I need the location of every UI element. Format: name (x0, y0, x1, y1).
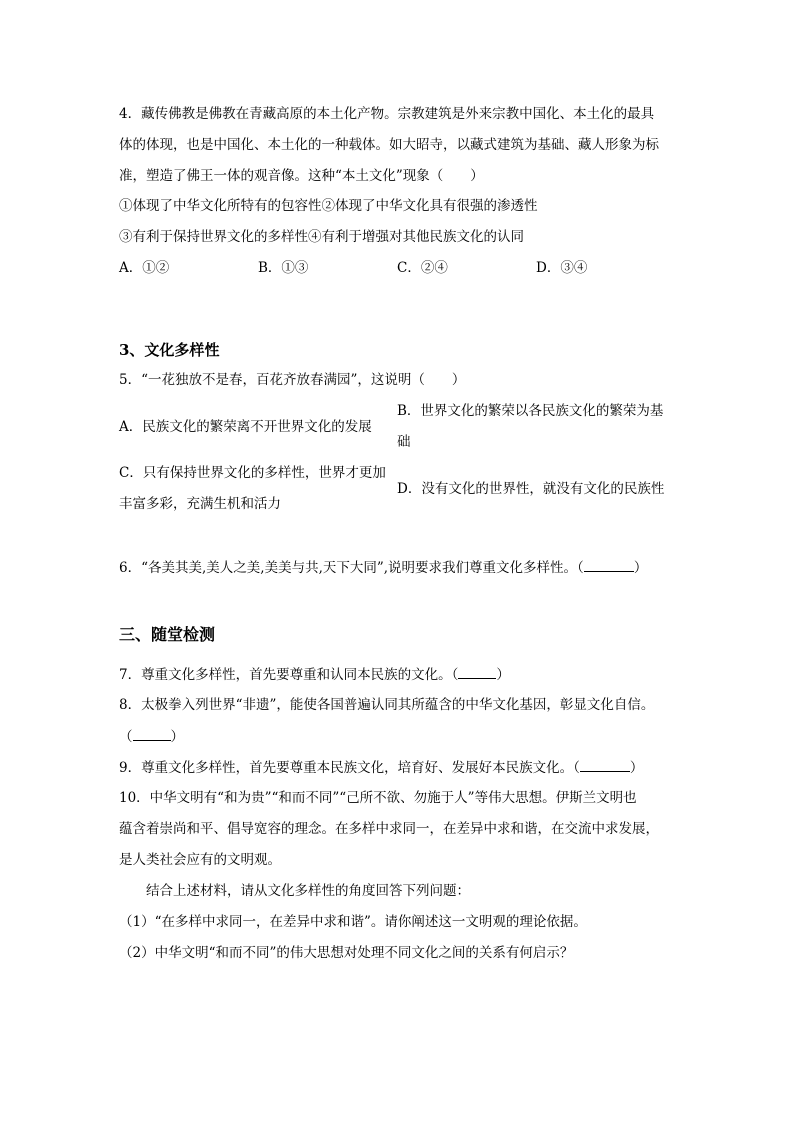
q8-line1: 8．太极拳入列世界“非遗”，能使各国普遍认同其所蕴含的中华文化基因，彰显文化自信。 (119, 697, 655, 713)
q4-option-c: C．②④ (397, 260, 448, 276)
q10-line2: 蕴含着崇尚和平、倡导宽容的理念。在多样中求同一，在差异中求和谐，在交流中求发展， (119, 821, 659, 837)
q10-line1: 10．中华文明有“和为贵”“和而不同”“己所不欲、勿施于人”等伟大思想。伊斯兰文明也 (119, 790, 637, 806)
q9-end: ） (629, 760, 644, 776)
q7-end: ） (496, 667, 510, 683)
q5-option-c-line2: 丰富多彩，充满生机和活力 (119, 496, 281, 512)
q8-line2 (119, 726, 184, 747)
q10-line3: 是人类社会应有的文明观。 (119, 852, 281, 868)
q10-subquestion-2: （2）中华文明“和而不同”的伟大思想对处理不同文化之间的关系有何启示？ (119, 945, 574, 961)
q6-statement (119, 557, 647, 578)
q9-answer-blank[interactable] (580, 757, 630, 772)
q6-end: ） (633, 560, 648, 576)
section-heading-three: 三、随堂检测 (119, 625, 216, 644)
section-heading-3: 3、文化多样性 (119, 341, 220, 359)
q5-option-b-line2: 础 (397, 434, 411, 450)
q4-option-b: B．①③ (258, 260, 309, 276)
q7-statement (119, 664, 510, 685)
q5-option-d: D．没有文化的世界性，就没有文化的民族性 (397, 481, 665, 497)
q9-text: 9．尊重文化多样性，首先要尊重本民族文化，培育好、发展好本民族文化。（ (119, 760, 580, 776)
q10-subquestion-1: （1）“在多样中求同一，在差异中求和谐”。请你阐述这一文明观的理论依据。 (119, 914, 587, 930)
q4-statement-3-4: ③有利于保持世界文化的多样性④有利于增强对其他民族文化的认同 (119, 229, 524, 245)
q8-end: ） (170, 729, 184, 745)
q7-text: 7．尊重文化多样性，首先要尊重和认同本民族的文化。（ (119, 667, 459, 683)
q7-answer-blank[interactable] (458, 664, 496, 679)
q5-option-c-line1: C．只有保持世界文化的多样性，世界才更加 (119, 465, 386, 481)
q4-line1: 4．藏传佛教是佛教在青藏高原的本土化产物。宗教建筑是外来宗教中国化、本土化的最具 (119, 106, 655, 122)
q4-line3: 准，塑造了佛王一体的观音像。这种“本土文化”现象（ ） (119, 168, 484, 184)
q6-answer-blank[interactable] (584, 557, 634, 572)
q4-option-d: D．③④ (536, 260, 588, 276)
q10-prompt: 结合上述材料，请从文化多样性的角度回答下列问题： (146, 883, 470, 899)
q4-statement-1-2: ①体现了中华文化所特有的包容性②体现了中华文化具有很强的渗透性 (119, 198, 538, 214)
q8-answer-blank[interactable] (133, 726, 171, 741)
q5-stem: 5．“一花独放不是春，百花齐放春满园”，这说明（ ） (119, 372, 466, 388)
q8-open: （ (119, 729, 133, 745)
q5-option-b-line1: B．世界文化的繁荣以各民族文化的繁荣为基 (397, 403, 664, 419)
q9-statement (119, 757, 643, 778)
q6-text: 6．“各美其美,美人之美,美美与共,天下大同”,说明要求我们尊重文化多样性。（ (119, 560, 584, 576)
q4-option-a: A．①② (119, 260, 170, 276)
q4-line2: 体的体现，也是中国化、本土化的一种载体。如大昭寺，以藏式建筑为基础、藏人形象为标 (119, 137, 659, 153)
q5-option-a: A．民族文化的繁荣离不开世界文化的发展 (119, 419, 372, 435)
